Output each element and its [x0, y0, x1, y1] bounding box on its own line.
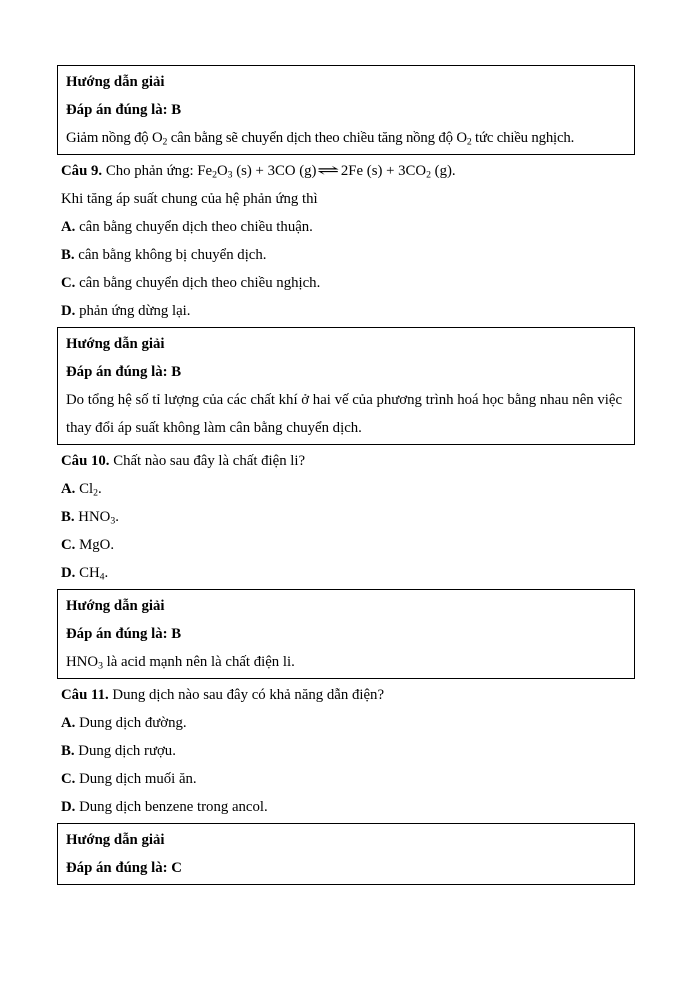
explanation-line: $HNO_3$ là acid mạnh nên là chất điện li. [66, 654, 295, 672]
solution-heading: Hướng dẫn giải [66, 832, 165, 848]
question-10-option-b: B. $HNO_3$. [61, 509, 119, 527]
solution-box-q10 [57, 589, 635, 679]
solution-box-q11 [57, 823, 635, 885]
question-9-option-c: C. cân bằng chuyển dịch theo chiều nghịch. [61, 275, 321, 291]
question-9-option-d: D. phản ứng dừng lại. [61, 303, 191, 319]
solution-heading: Hướng dẫn giải [66, 74, 165, 90]
question-11-option-d: D. Dung dịch benzene trong ancol. [61, 799, 268, 815]
question-9-option-b: B. cân bằng không bị chuyển dịch. [61, 247, 267, 263]
answer-line: Đáp án đúng là: C [66, 860, 182, 876]
solution-heading: Hướng dẫn giải [66, 336, 165, 352]
question-11-option-c: C. Dung dịch muối ăn. [61, 771, 197, 787]
explanation-line: Do tổng hệ số tỉ lượng của các chất khí ở hai vế của phương trình hoá học bằng nhau nên việc thay đổi áp suất không làm cân bằng chuyển dịch. [66, 392, 623, 436]
question-9: Câu 9. Cho phản ứng: $Fe_2O_3$ (s) + 3CO (g)⇌2Fe $(s) + 3CO_2$ (g). [61, 162, 456, 181]
question-10-option-d: D. $CH_4$. [61, 565, 109, 583]
explanation-line: Giảm nồng độ $O_2$ cân bằng sẽ chuyển dịch theo chiều tăng nồng độ $O_2$ tức chiều nghịch. [66, 130, 575, 148]
answer-line: Đáp án đúng là: B [66, 364, 182, 380]
solution-box-q8 [57, 65, 635, 155]
answer-line: Đáp án đúng là: B [66, 626, 182, 642]
question-11-option-a: A. Dung dịch đường. [61, 715, 187, 731]
question-9-stem: Khi tăng áp suất chung của hệ phản ứng thì [61, 191, 318, 207]
solution-box-q9 [57, 327, 635, 445]
question-9-option-a: A. cân bằng chuyển dịch theo chiều thuận. [61, 219, 313, 235]
question-10: Câu 10. Chất nào sau đây là chất điện li? [61, 453, 306, 469]
question-11-option-b: B. Dung dịch rượu. [61, 743, 176, 759]
answer-line: Đáp án đúng là: B [66, 102, 182, 118]
question-11: Câu 11. Dung dịch nào sau đây có khả năng dẫn điện? [61, 687, 385, 703]
solution-heading: Hướng dẫn giải [66, 598, 165, 614]
question-10-option-a: A. $Cl_2$. [61, 481, 102, 499]
question-10-option-c: C. MgO. [61, 537, 115, 553]
